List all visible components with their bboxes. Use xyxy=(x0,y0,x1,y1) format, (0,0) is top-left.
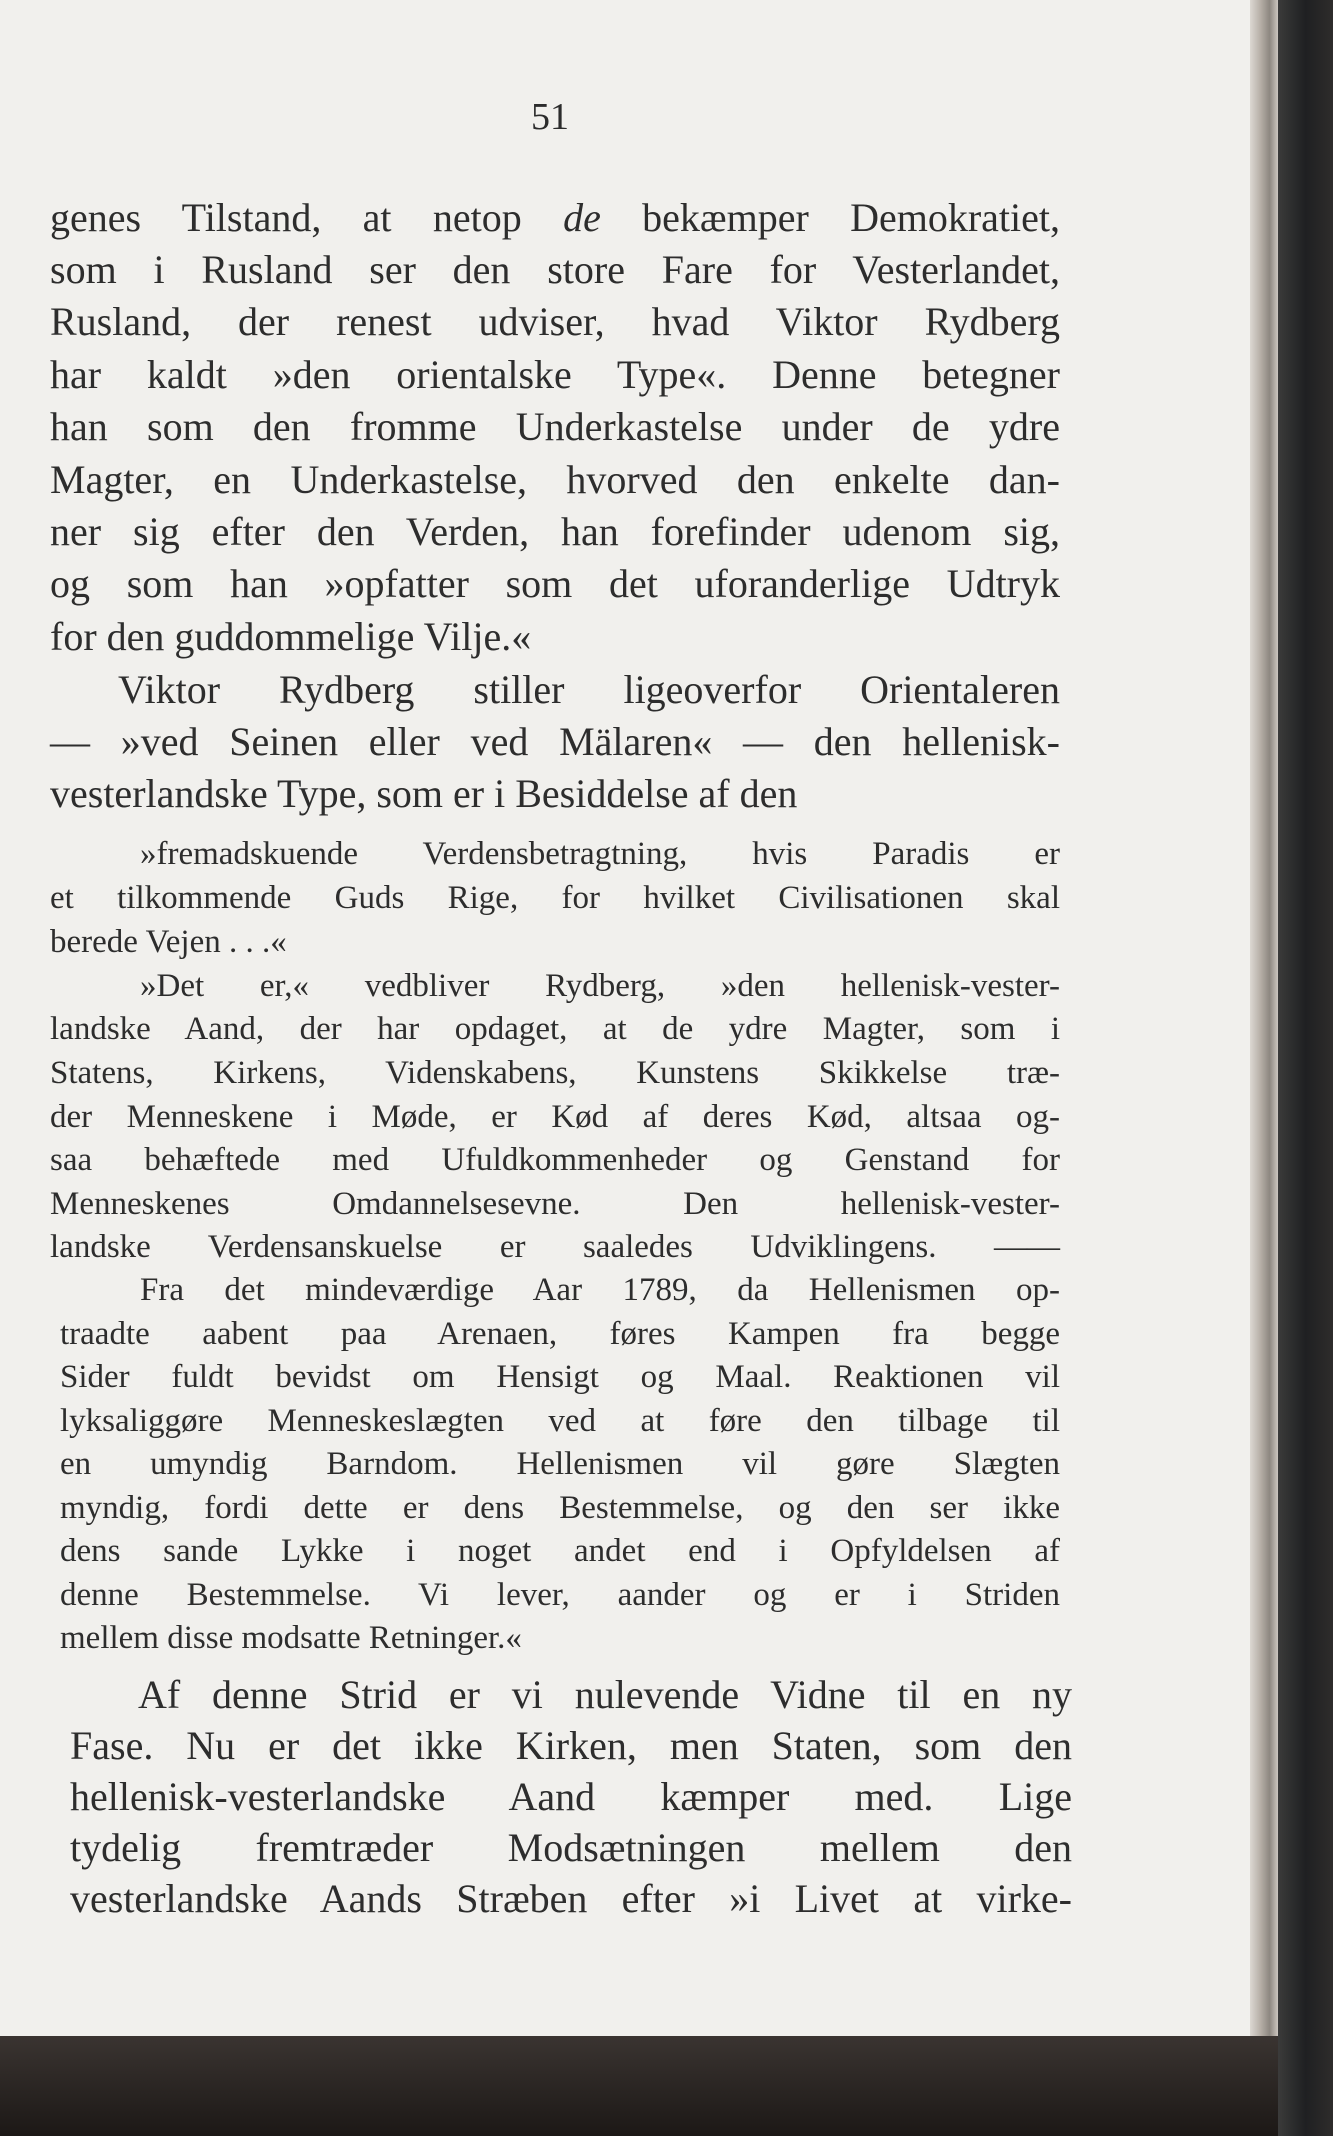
text-line: Rusland, der renest udviser, hvad Viktor Rydberg xyxy=(50,299,1060,344)
text-line: — »ved Seinen eller ved Mälaren« — den hellenisk- xyxy=(50,719,1060,764)
quote-line: dens sande Lykke i noget andet end i Opfyldelsen af xyxy=(60,1533,1060,1569)
quote-line: berede Vejen . . .« xyxy=(50,924,287,960)
quote-line: denne Bestemmelse. Vi lever, aander og er i Striden xyxy=(60,1577,1060,1613)
quote-line: mellem disse modsatte Retninger.« xyxy=(60,1620,522,1656)
quote-line: saa behæftede med Ufuldkommenheder og Genstand for xyxy=(50,1142,1060,1178)
text-line: som i Rusland ser den store Fare for Vesterlandet, xyxy=(50,247,1060,292)
text-segment: bekæmper Demokratiet, xyxy=(642,195,1061,240)
text-line: og som han »opfatter som det uforanderlige Udtryk xyxy=(50,561,1060,606)
text-segment: genes Tilstand, at netop xyxy=(50,195,522,240)
quote-line: Sider fuldt bevidst om Hensigt og Maal. Reaktionen vil xyxy=(60,1359,1060,1395)
text-line: har kaldt »den orientalske Type«. Denne betegner xyxy=(50,352,1060,397)
quote-line: der Menneskene i Møde, er Kød af deres Kød, altsaa og- xyxy=(50,1099,1060,1135)
emphasis-text: de xyxy=(563,195,601,240)
quote-line: Menneskenes Omdannelsesevne. Den hellenisk-vester- xyxy=(50,1186,1060,1222)
text-line: vesterlandske Type, som er i Besiddelse af den xyxy=(50,771,798,816)
quote-line: landske Verdensanskuelse er saaledes Udviklingens. —— xyxy=(50,1229,1060,1265)
page-number: 51 xyxy=(531,96,569,138)
quote-line: »fremadskuende Verdensbetragtning, hvis Paradis er xyxy=(140,836,1060,872)
text-line: ner sig efter den Verden, han forefinder udenom sig, xyxy=(50,509,1060,554)
text-line: Af denne Strid er vi nulevende Vidne til en ny xyxy=(138,1672,1072,1717)
text-line: hellenisk-vesterlandske Aand kæmper med. Lige xyxy=(70,1774,1072,1819)
book-bottom-edge xyxy=(0,2036,1278,2136)
text-line: Magter, en Underkastelse, hvorved den enkelte dan- xyxy=(50,457,1060,502)
text-line: for den guddommelige Vilje.« xyxy=(50,614,532,659)
text-line: Viktor Rydberg stiller ligeoverfor Orientaleren xyxy=(118,667,1060,712)
quote-line: landske Aand, der har opdaget, at de ydre Magter, som i xyxy=(50,1011,1060,1047)
text-line: Fase. Nu er det ikke Kirken, men Staten, som den xyxy=(70,1723,1072,1768)
quote-line: myndig, fordi dette er dens Bestemmelse, og den ser ikke xyxy=(60,1490,1060,1526)
text-line xyxy=(50,195,1061,240)
text-line: tydelig fremtræder Modsætningen mellem den xyxy=(70,1825,1072,1870)
quote-line: en umyndig Barndom. Hellenismen vil gøre Slægten xyxy=(60,1446,1060,1482)
book-spine xyxy=(1278,0,1333,2136)
text-line: han som den fromme Underkastelse under de ydre xyxy=(50,404,1060,449)
quote-line: traadte aabent paa Arenaen, føres Kampen fra begge xyxy=(60,1316,1060,1352)
quote-line: Fra det mindeværdige Aar 1789, da Hellenismen op- xyxy=(140,1272,1060,1308)
text-line: vesterlandske Aands Stræben efter »i Livet at virke- xyxy=(70,1876,1072,1921)
quote-line: lyksaliggøre Menneskeslægten ved at føre den tilbage til xyxy=(60,1403,1060,1439)
quote-line: Statens, Kirkens, Videnskabens, Kunstens Skikkelse træ- xyxy=(50,1055,1060,1091)
quote-line: et tilkommende Guds Rige, for hvilket Civilisationen skal xyxy=(50,880,1060,916)
quote-line: »Det er,« vedbliver Rydberg, »den hellenisk-vester- xyxy=(140,968,1060,1004)
page-gutter xyxy=(1250,0,1278,2036)
